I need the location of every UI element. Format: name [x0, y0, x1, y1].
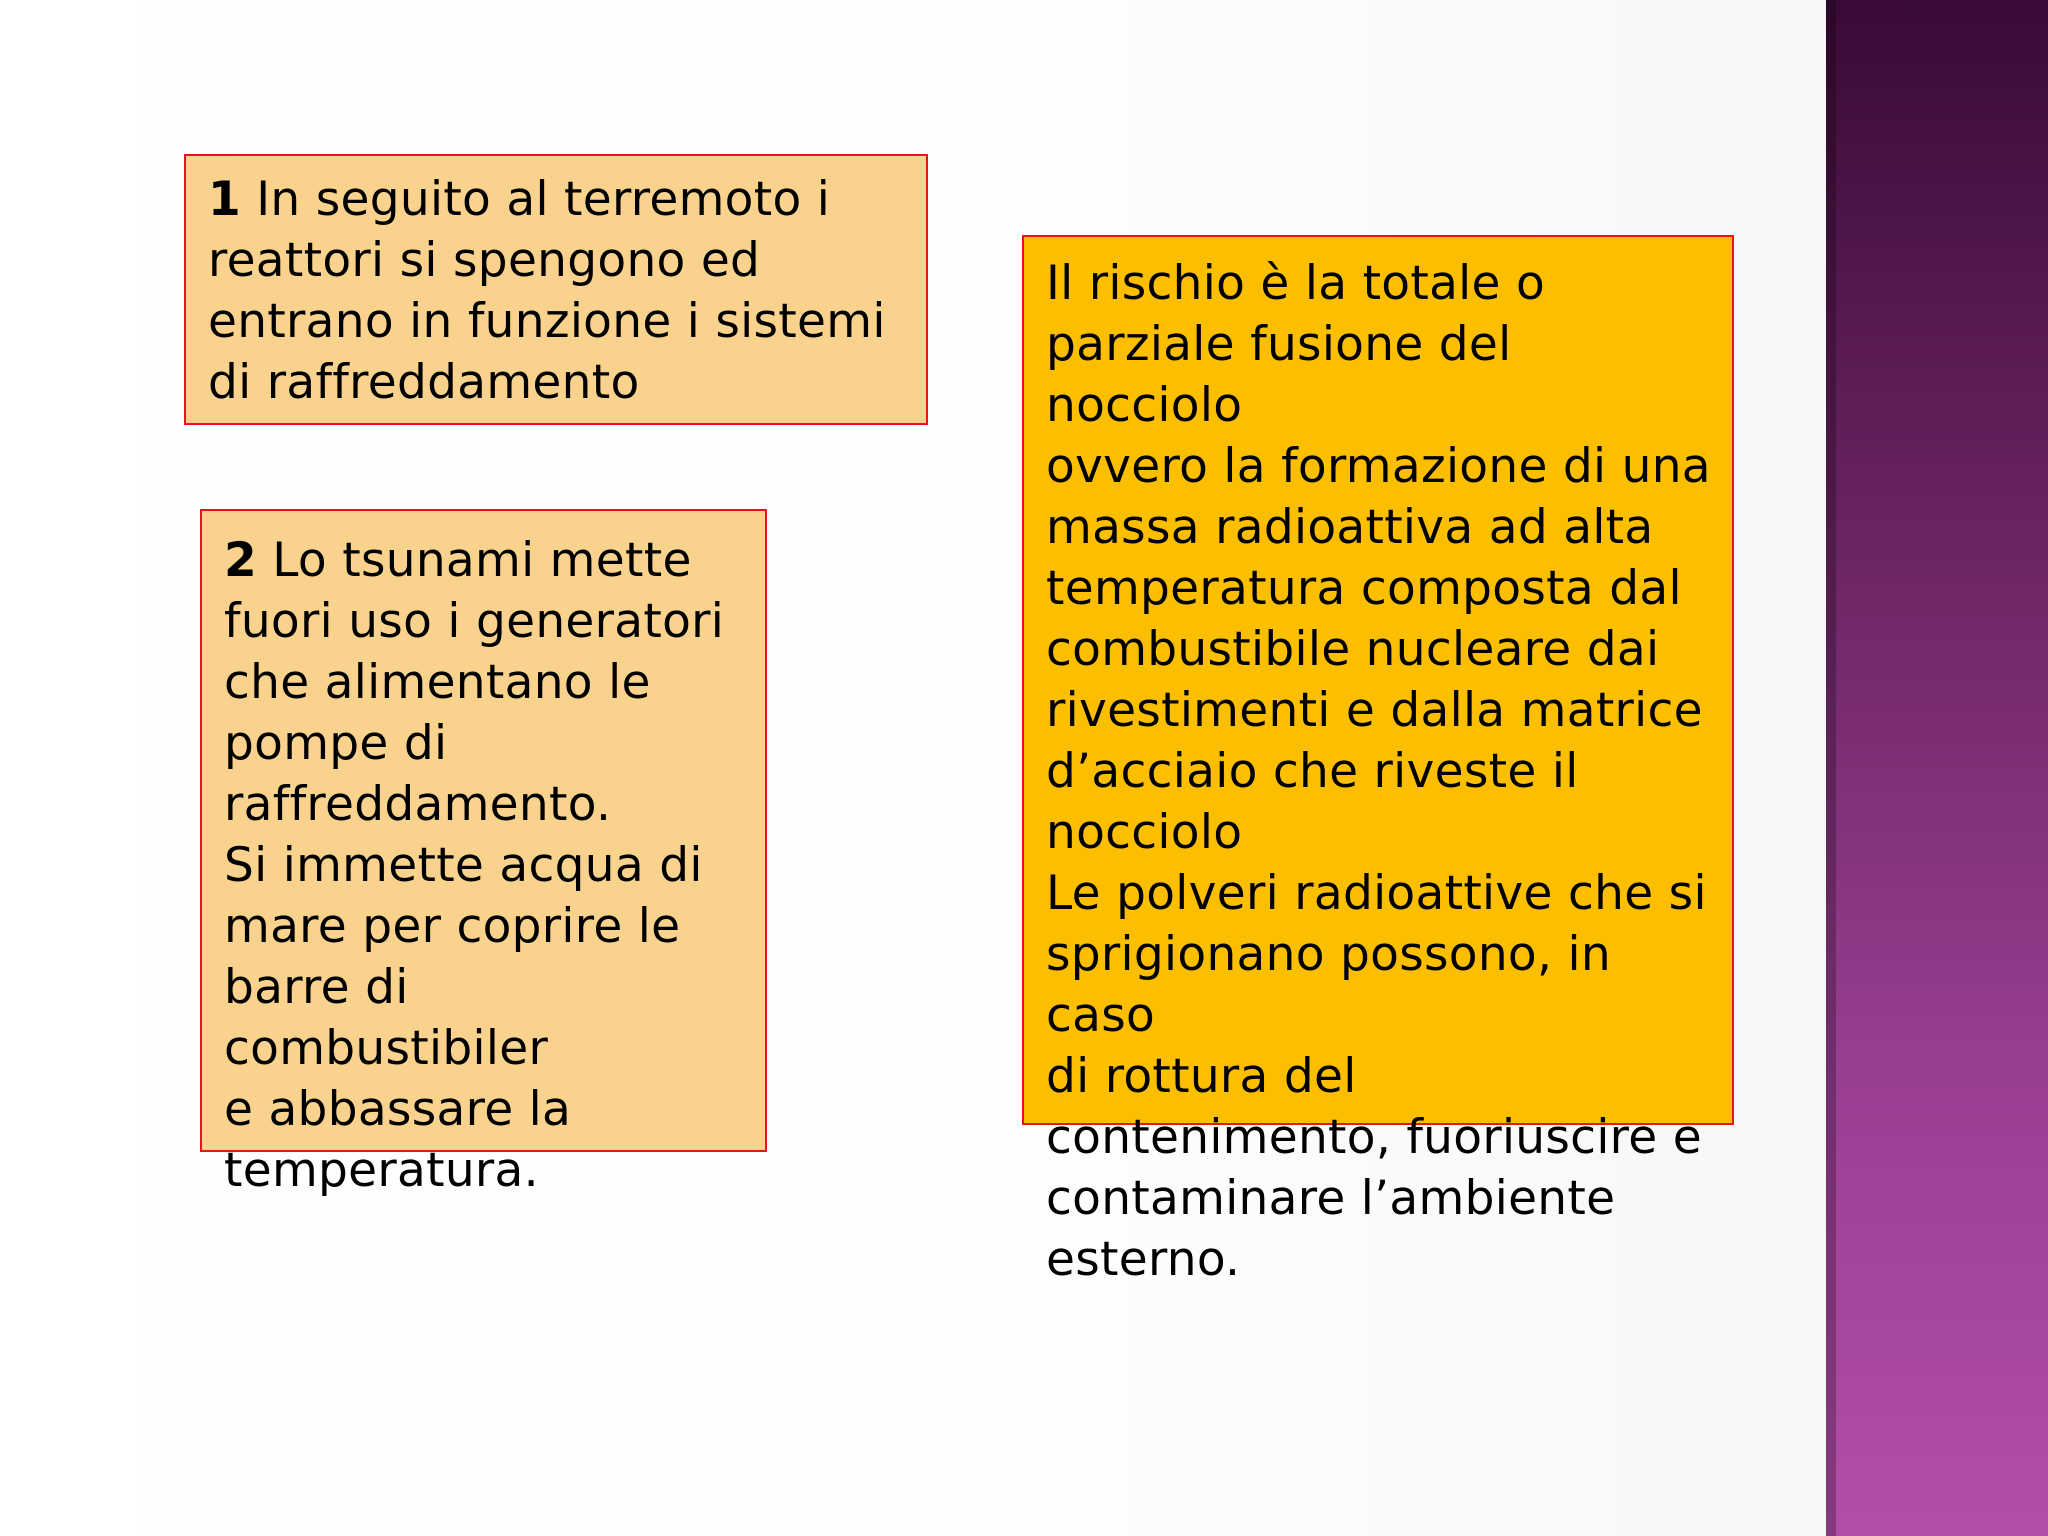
step-text-2: Lo tsunami mette fuori uso i generatori che alimentano le pompe di raffreddamento. Si immette acqua di mare per coprire le barre di combustibiler e abbassare la temperatura. [224, 533, 725, 1198]
step-number-1: 1 [208, 172, 242, 227]
text-box-step-2 [200, 509, 767, 1198]
text-box-step-1 [184, 154, 928, 425]
decorative-side-band [1826, 0, 2048, 1536]
risk-text: Il rischio è la totale o parziale fusione del nocciolo ovvero la formazione di una massa radioattiva ad alta temperatura composta dal combustibile nucleare dai rivestimenti e dalla matrice d’acciaio che riveste il nocciolo Le polveri radioattive che si sprigionano possono, in caso di rottura del contenimento, fuoriuscire e contaminare l’ambiente esterno. [1046, 256, 1711, 1287]
text-box-risk [1022, 235, 1734, 1287]
step-text-1: In seguito al terremoto i reattori si spengono ed entrano in funzione i sistemi di raffreddamento [208, 172, 886, 410]
step-number-2: 2 [224, 533, 258, 588]
